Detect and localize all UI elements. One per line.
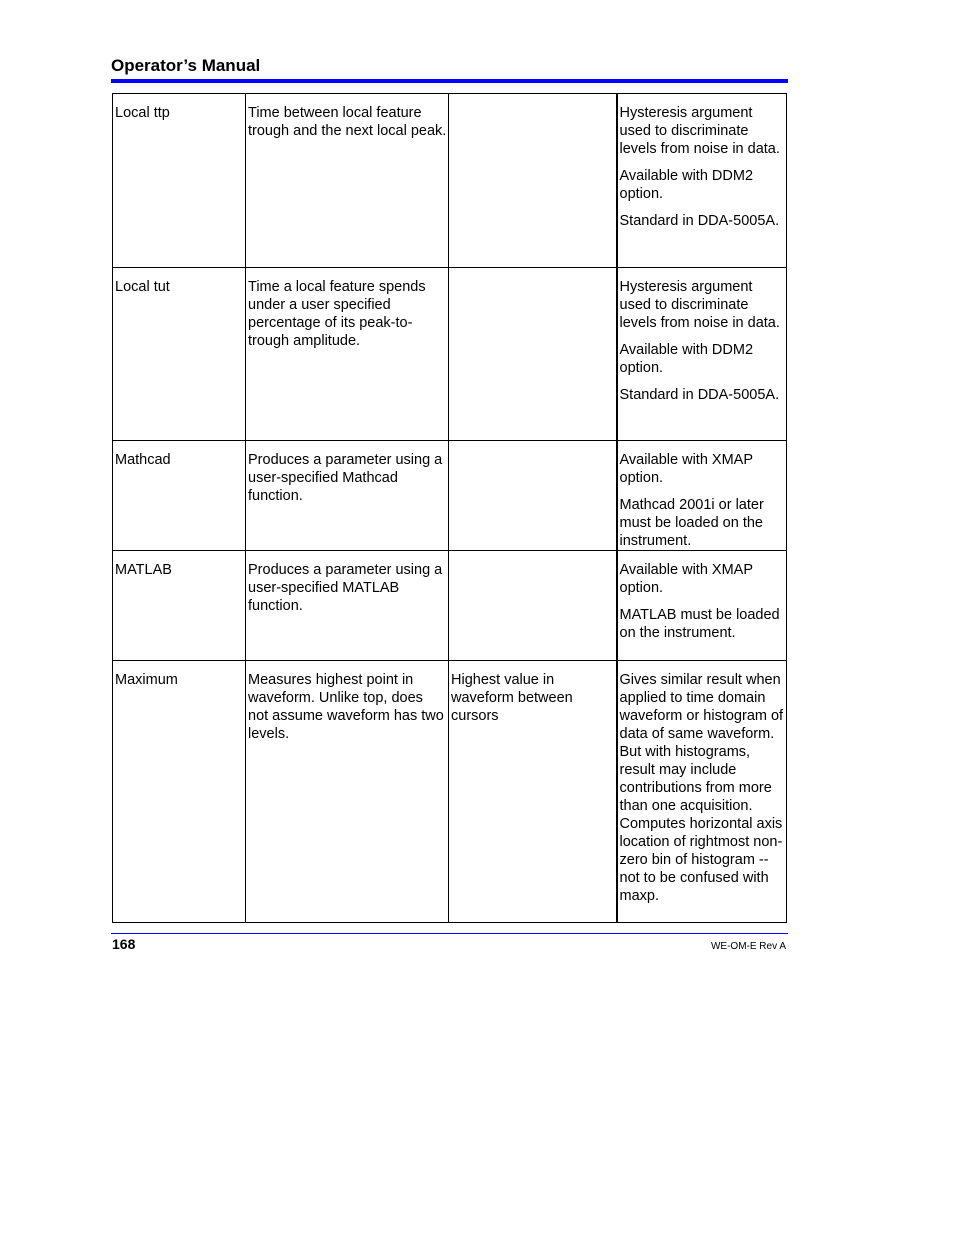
parameter-name: Mathcad (113, 441, 246, 551)
page-header (111, 56, 788, 83)
parameter-cursor-behavior (449, 551, 617, 661)
parameter-note: Gives similar result when applied to time domain waveform or histogram of data of same waveform. But with histograms, result may include contributions from more than one acquisition. Computes horizontal axis location of rightmost non-zero bin of histogram -- not to be confused with maxp. (619, 672, 784, 904)
parameter-note: Available with XMAP option. (619, 452, 753, 486)
parameter-cursor-behavior (449, 441, 617, 551)
parameter-notes (617, 551, 787, 661)
parameter-description: Produces a parameter using a user-specified MATLAB function. (246, 551, 449, 661)
parameter-cursor-behavior (449, 268, 617, 441)
parameter-note: Mathcad 2001i or later must be loaded on the instrument. (619, 497, 764, 549)
header-rule (111, 79, 788, 83)
parameter-name: MATLAB (113, 551, 246, 661)
parameter-note: Available with DDM2 option. (619, 342, 754, 376)
parameter-name: Local ttp (113, 94, 246, 268)
parameter-name: Local tut (113, 268, 246, 441)
parameter-note: Hysteresis argument used to discriminate levels from noise in data. (619, 279, 780, 331)
parameter-table (112, 93, 787, 923)
parameter-note: Standard in DDA-5005A. (619, 387, 780, 403)
footer-rule (111, 933, 788, 934)
table-row (113, 268, 787, 441)
parameter-note: Hysteresis argument used to discriminate levels from noise in data. (619, 105, 780, 157)
parameter-note: Standard in DDA-5005A. (619, 213, 780, 229)
page-number: 168 (112, 936, 136, 952)
parameter-cursor-behavior: Highest value in waveform between cursors (449, 661, 617, 923)
parameter-note: Available with XMAP option. (619, 562, 753, 596)
parameter-notes (617, 94, 787, 268)
page-footer (111, 933, 788, 952)
parameter-description: Time a local feature spends under a user specified percentage of its peak-to-trough amplitude. (246, 268, 449, 441)
parameter-description: Measures highest point in waveform. Unlike top, does not assume waveform has two levels. (246, 661, 449, 923)
parameter-notes (617, 661, 787, 923)
parameter-description: Time between local feature trough and the next local peak. (246, 94, 449, 268)
parameter-cursor-behavior (449, 94, 617, 268)
table-row (113, 94, 787, 268)
table-row (113, 661, 787, 923)
parameter-note: Available with DDM2 option. (619, 168, 754, 202)
table-row (113, 551, 787, 661)
parameter-notes (617, 441, 787, 551)
table-row (113, 441, 787, 551)
document-code: WE-OM-E Rev A (710, 941, 786, 952)
parameter-name: Maximum (113, 661, 246, 923)
parameter-description: Produces a parameter using a user-specified Mathcad function. (246, 441, 449, 551)
parameter-notes (617, 268, 787, 441)
page-title: Operator’s Manual (111, 56, 261, 75)
parameter-note: MATLAB must be loaded on the instrument. (619, 607, 780, 641)
